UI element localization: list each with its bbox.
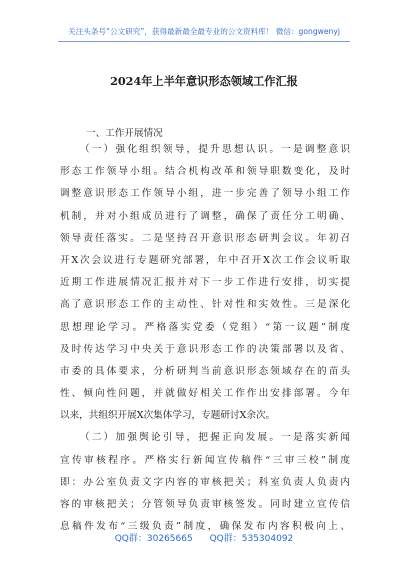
section-heading: 一、工作开展情况 xyxy=(86,128,163,139)
body-line: 领导责任落实。二是坚持召开意识形态研判会议。年初召 xyxy=(60,232,350,244)
body-line: 即：办公室负责文字内容的审核把关；科室负责人负责内 xyxy=(60,476,350,488)
body-line: 以来，共组织开展X次集体学习，专题研讨X余次。 xyxy=(60,410,276,422)
body-line: 市委的具体要求，分析研判当前意识形态领域存在的苗头 xyxy=(60,365,350,377)
body-line: 思想理论学习。严格落实党委（党组）“第一议题”制度 xyxy=(60,321,350,333)
body-line: 形态工作领导小组。结合机构改革和领导职数变化，及时 xyxy=(60,166,350,178)
header-divider xyxy=(58,41,350,42)
body-line: 宣传审核程序。严格实行新闻宣传稿件“三审三校”制度 xyxy=(60,454,350,466)
footer-contact xyxy=(0,531,408,544)
body-line: 机制，并对小组成员进行了调整，确保了责任分工明确、 xyxy=(60,210,350,222)
footer-qq-group-1: QQ群：30265665 xyxy=(114,534,193,544)
body-line: 调整意识形态工作领导小组，进一步完善了领导小组工作 xyxy=(60,188,350,200)
header-promo-note: 关注头条号“公文研究”，获得最新最全最专业的公文资料库！ 微信：gongwenyj xyxy=(68,27,340,36)
body-line: 及时传达学习中央关于意识形态工作的决策部署以及省、 xyxy=(60,343,350,355)
body-line: 高了意识形态工作的主动性、针对性和实效性。三是深化 xyxy=(60,299,350,311)
body-line: 性、倾向性问题，并就做好相关工作作出安排部署。今年 xyxy=(60,388,350,400)
body-line: （二）加强舆论引导，把握正向发展。一是落实新闻 xyxy=(80,432,350,444)
body-line: 容的审核把关；分管领导负责审核签发。同时建立宣传信 xyxy=(60,499,350,510)
body-line: 开X次会议进行专题研究部署，年中召开X次工作会议听取 xyxy=(60,254,350,266)
document-title: 2024年上半年意识形态领域工作汇报 xyxy=(110,74,298,88)
body-line: 息稿件发布“三级负责”制度，确保发布内容积极向上、 xyxy=(60,521,350,533)
document-body xyxy=(60,139,350,538)
body-line: （一）强化组织领导，提升思想认识。一是调整意识 xyxy=(80,144,350,155)
footer-qq-group-2: QQ群：535304092 xyxy=(209,534,294,544)
body-line: 近期工作进展情况汇报并对下一步工作进行安排，切实提 xyxy=(60,277,350,289)
